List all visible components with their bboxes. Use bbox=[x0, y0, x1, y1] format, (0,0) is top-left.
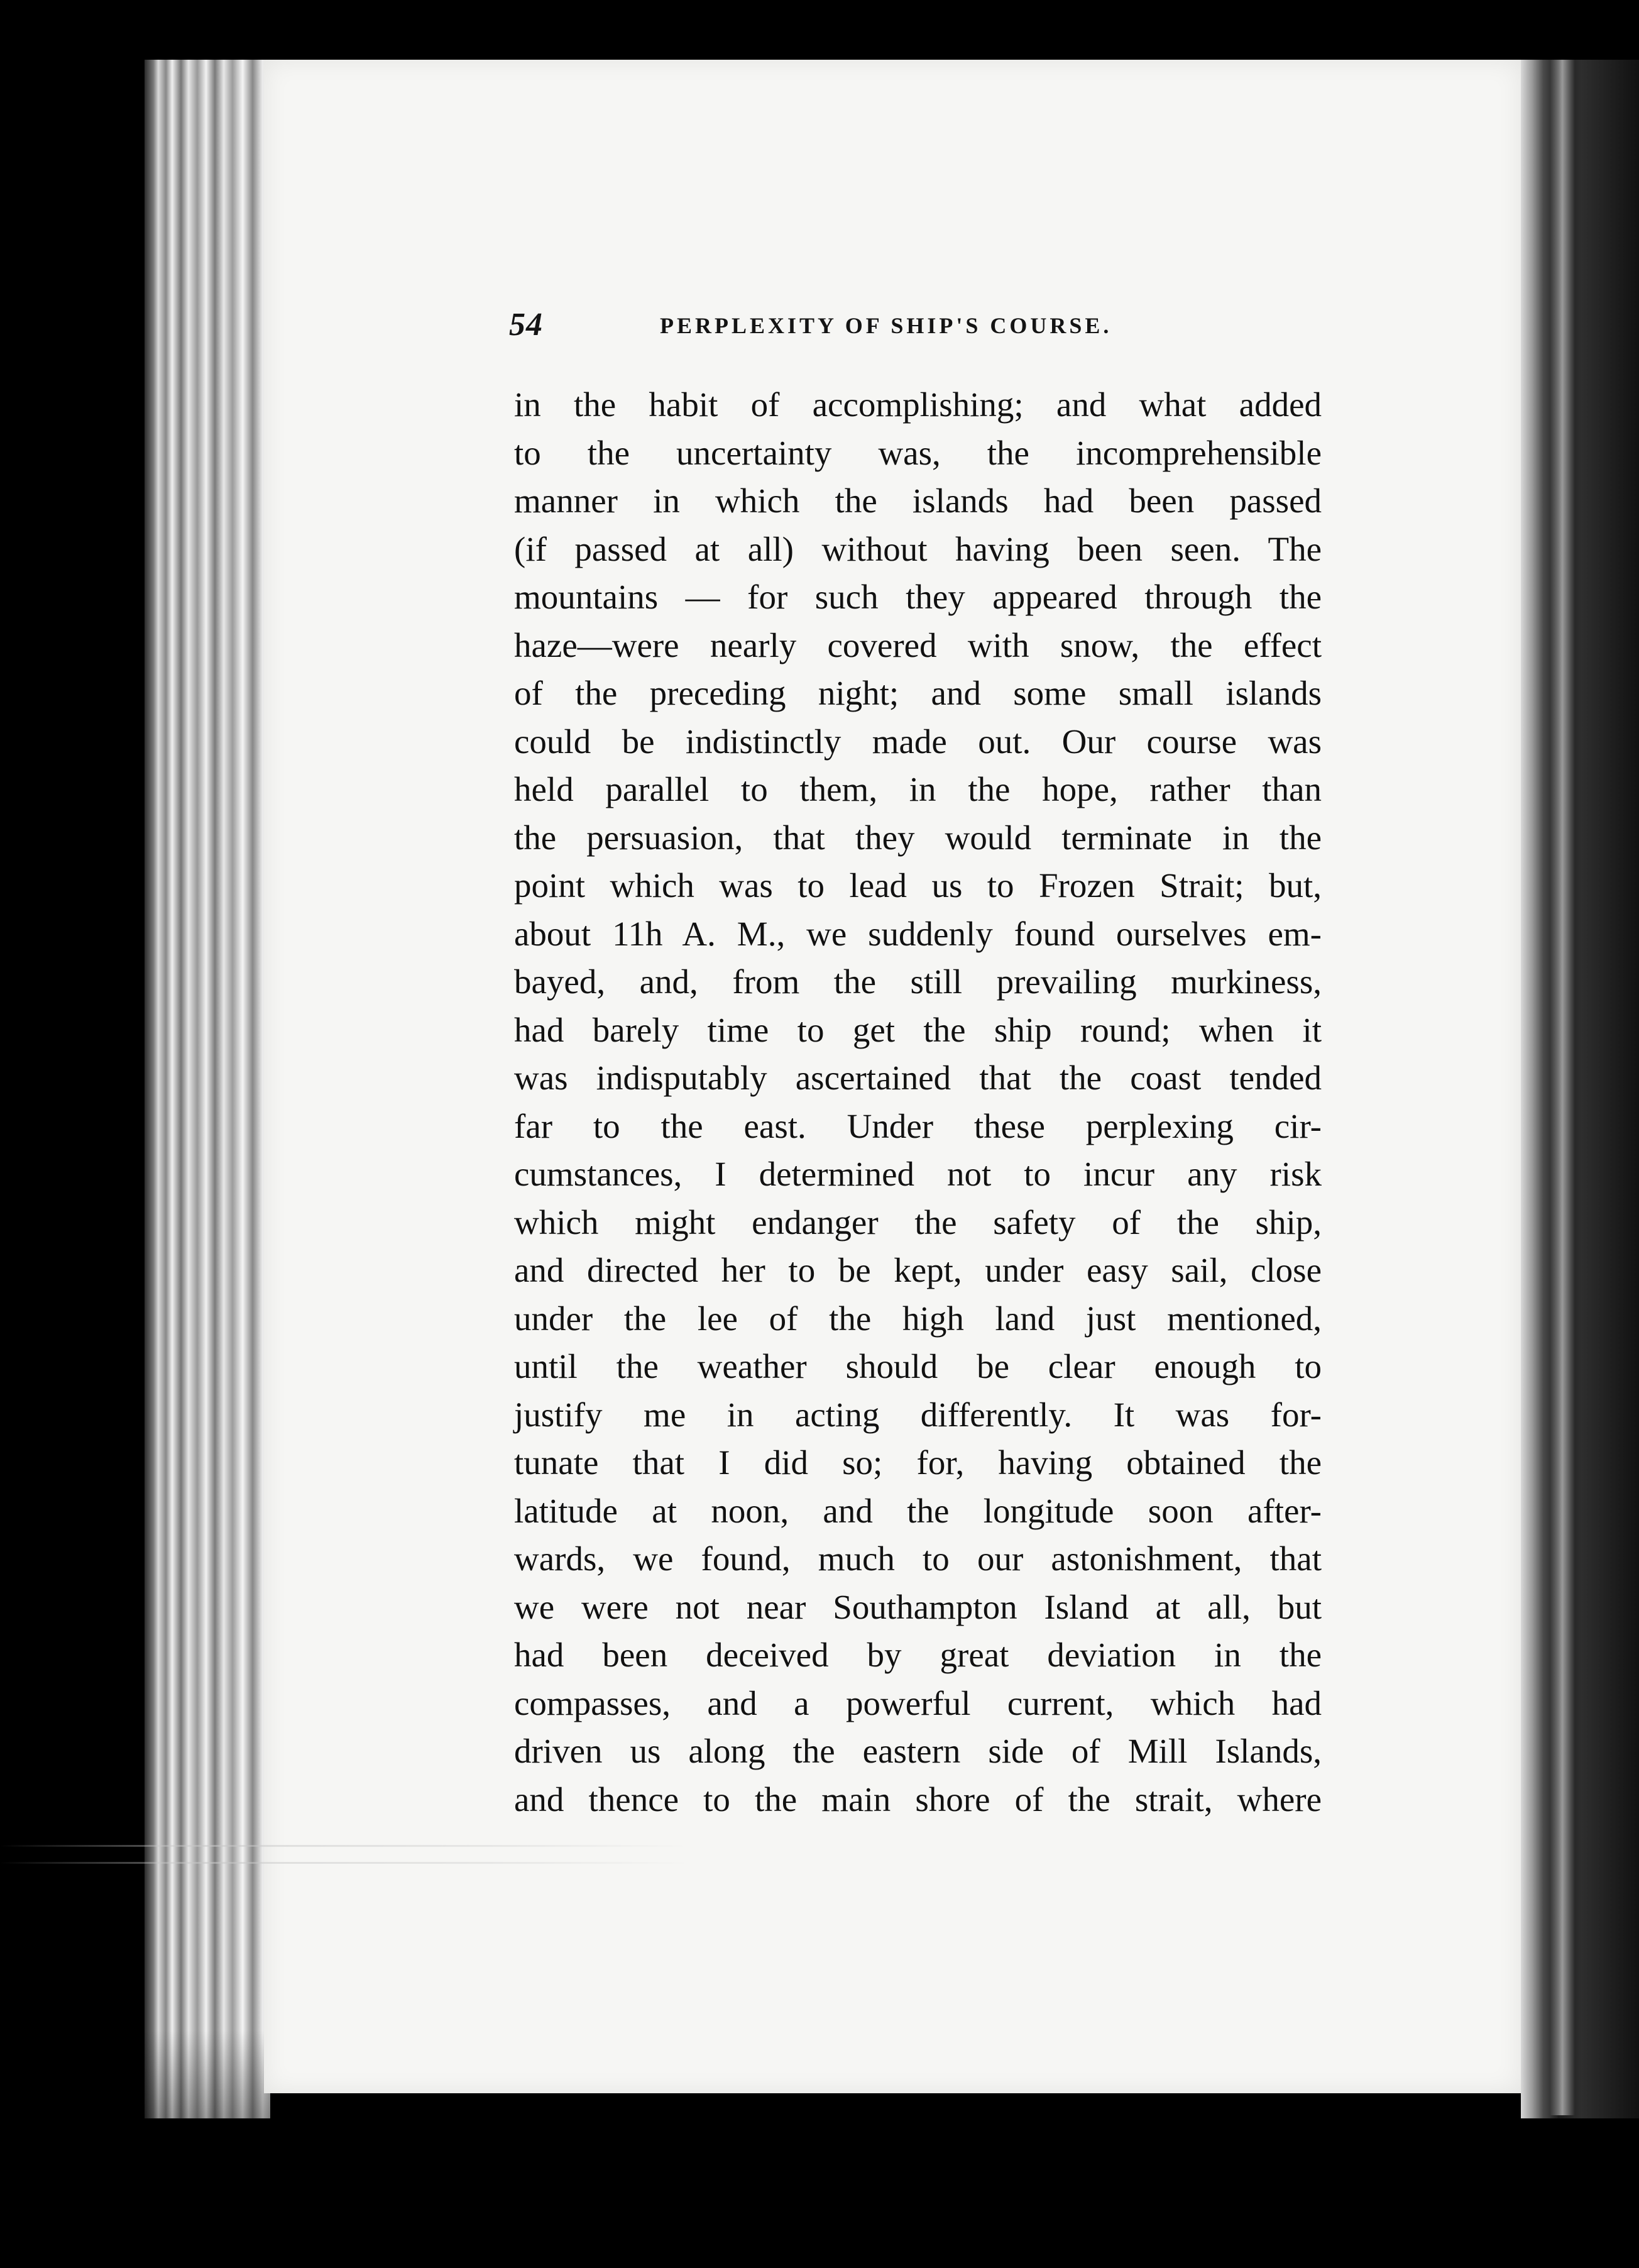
text-line: in the habit of accomplishing; and what added bbox=[514, 385, 1322, 424]
text-line: haze—were nearly covered with snow, the effect bbox=[514, 625, 1322, 664]
text-line: had been deceived by great deviation in the bbox=[514, 1636, 1322, 1674]
text-line: about 11h A. M., we suddenly found ourselves em- bbox=[514, 914, 1322, 953]
text-line: and directed her to be kept, under easy sail, close bbox=[514, 1251, 1322, 1289]
text-line: cumstances, I determined not to incur any risk bbox=[514, 1155, 1322, 1193]
text-line: which might endanger the safety of the ship, bbox=[514, 1203, 1322, 1241]
text-line: under the lee of the high land just mentioned, bbox=[514, 1299, 1322, 1338]
page-edges bbox=[145, 60, 270, 2118]
text-line: wards, we found, much to our astonishment, that bbox=[514, 1539, 1322, 1578]
text-line: we were not near Southampton Island at all, but bbox=[514, 1587, 1322, 1626]
running-head bbox=[509, 306, 1200, 350]
text-line: tunate that I did so; for, having obtained the bbox=[514, 1443, 1322, 1482]
text-line: (if passed at all) without having been seen. The bbox=[514, 529, 1322, 568]
scan-artifact-line bbox=[0, 1845, 691, 1847]
text-line: mountains — for such they appeared through the bbox=[514, 578, 1322, 616]
text-line: latitude at noon, and the longitude soon after- bbox=[514, 1491, 1322, 1530]
text-line: compasses, and a powerful current, which had bbox=[514, 1683, 1322, 1722]
text-line: of the preceding night; and some small islands bbox=[514, 674, 1322, 712]
text-line: manner in which the islands had been passed bbox=[514, 482, 1322, 520]
text-line: had barely time to get the ship round; when it bbox=[514, 1010, 1322, 1049]
text-line: until the weather should be clear enough to bbox=[514, 1347, 1322, 1385]
text-line: was indisputably ascertained that the coast tended bbox=[514, 1059, 1322, 1097]
book-spine bbox=[1521, 60, 1639, 2118]
text-line: and thence to the main shore of the strait, where bbox=[514, 1780, 1322, 1819]
text-line: the persuasion, that they would terminate in the bbox=[514, 818, 1322, 857]
text-line: could be indistinctly made out. Our course was bbox=[514, 722, 1322, 761]
text-line: justify me in acting differently. It was for- bbox=[514, 1395, 1322, 1434]
text-line: held parallel to them, in the hope, rather than bbox=[514, 770, 1322, 808]
text-line: point which was to lead us to Frozen Strait; but, bbox=[514, 866, 1322, 905]
text-line: to the uncertainty was, the incomprehensible bbox=[514, 433, 1322, 472]
page-number: 54 bbox=[509, 307, 543, 343]
text-line: bayed, and, from the still prevailing murkiness, bbox=[514, 962, 1322, 1001]
running-head-title: PERPLEXITY OF SHIP'S COURSE. bbox=[660, 313, 1112, 338]
spine-highlight bbox=[1550, 60, 1575, 2115]
body-text bbox=[514, 381, 1322, 1824]
scan-artifact-line bbox=[0, 1862, 691, 1864]
text-line: driven us along the eastern side of Mill Islands, bbox=[514, 1732, 1322, 1770]
text-line: far to the east. Under these perplexing cir- bbox=[514, 1106, 1322, 1145]
